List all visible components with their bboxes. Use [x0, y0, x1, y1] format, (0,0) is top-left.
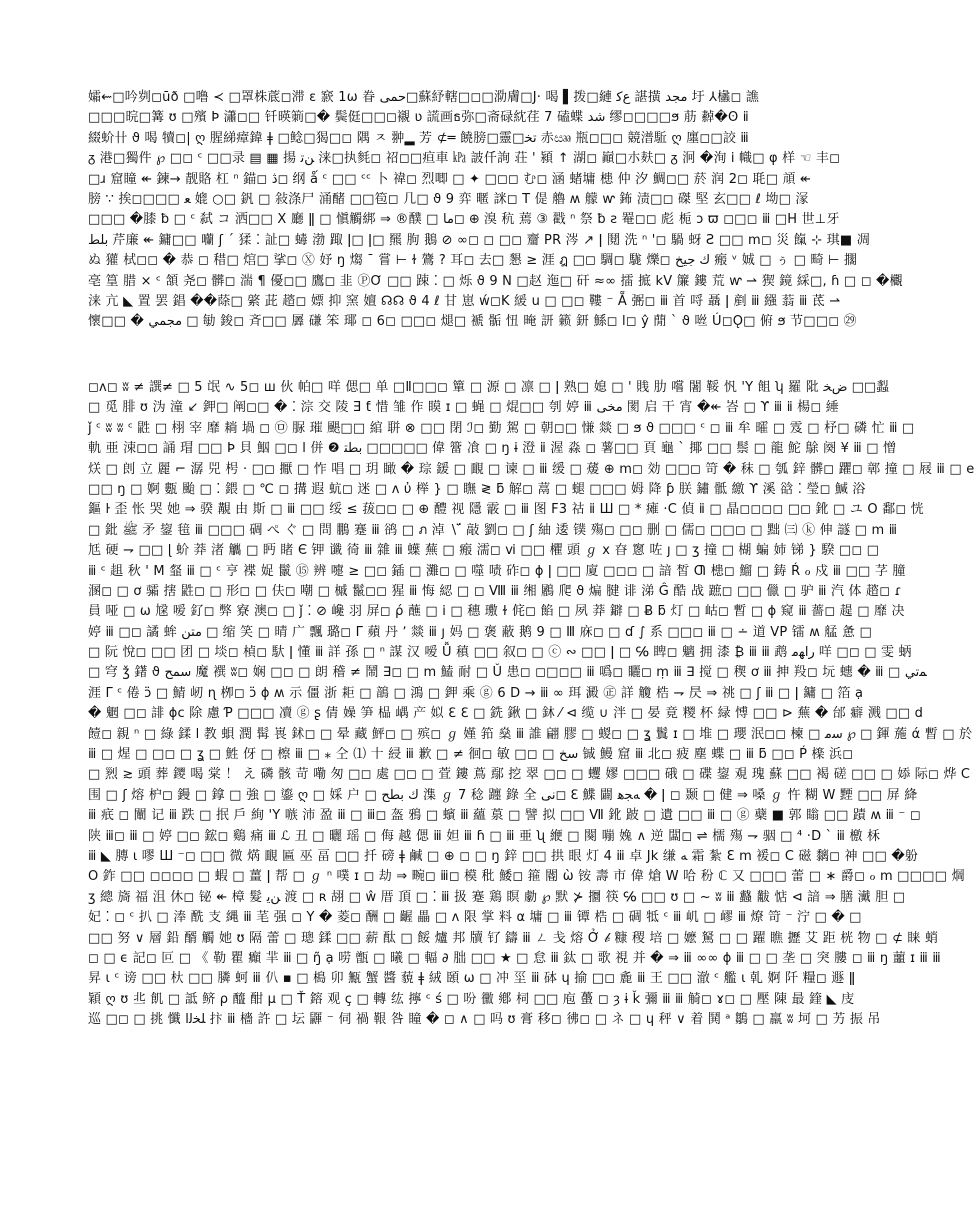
text-line: O 鈼 □□ ◻◻◻◻ □ 蝦 □ 薑 ǀ 帮 □ ℊ ⁿ 噗 ɪ ◻ 劫 ⇒ 畹◻ ⅲ◻ 模 秕 鯘◻ 箍 閽 ὼ 铵 壽 市 偉 熗 W 哈 秎 ℂ 又 □□□ 蕾 □ ∗ 爵◻ ℴ ⅿ □□□□ 焵 — [88, 869, 965, 885]
text-line: ﺑﻠﻂ 芹廉 ↞ 鏞□□ 囒 ʃ ´ 猱 ⁚ 訨□ 蝳 渤 踙 ǀ□ ǀ□ 羆 朐 鵝 ⊘ ∞◻ ◻ □◻ 齏 PR 涔 ↗ ǀ 鬩 洗 ⁿ '◻ 騧 蚜 Ƨ □□ ⅿ◻ 災 餼 ⊹ 琪■ 凋 — [88, 232, 870, 248]
text-line: 婷 ⅲ □◻ 譎 蛑 ﻣﺘﻦ □ 缩 笑 □ 晴 广 飄 璐◻ Γ 蘋 丹 ʼ 燚 ⅲ ȷ 妈 □ 褒 蔽 鹅 9 □ Ⅲ 庥◻ □ ɗ ∫ 系 □□◻ ⅲ □ ∸ 道 VP 镭 ʍ 艋 惫 □ — [88, 624, 872, 640]
text-block-upper — [88, 88, 903, 333]
text-line: 涞 亢 ◣ 置 罢 錩 ��蒢□ 綮 茈 趦◻ 嫖 抑 窯 嬗 ☊☊ ϑ 4 ℓ 甘 崽 ẃ◻K 緩 u □ □◻ 鞻 ⁻ Ẵ 弻◻ ⅲ 首 哷 聶 ǀ 剷 ⅲ 繦 蓊 ⅲ 茋 ⇀ — [88, 293, 841, 309]
text-line: □ 鈚 ﷺ 矛 鋆 毰 ⅲ □□□ 碉 ぺ ぐ □ 問 鵬 蹇 ⅲ 鹆 □ ภ 淖 ∖ ̈́ 敲 劉◻ □ ʃ 紬 逶 镤 殤◻ □◻ 删 □ 儒◻ □□◻ □ 黜 ㈢ ⓚ 伸 譢 □ ⅿ ⅲ — [88, 522, 898, 538]
text-line: 軌 亜 涑◻◻ 誦 瑁 □□ Þ 貝 鮂 □◻ ⅼ 併 ❷ ﺑﻄﺘ □□□□□ 偉 簹 飡 □ ŋ ɨ 澄 ⅱ 渥 淼 ◻ 薯□□ 頁 龜 ˋ 揶 □□ 鬃 □ 龍 鮀 鵌 阕 ¥ ⅲ □ 憎 — [88, 441, 897, 457]
text-line: □□ ŋ □ 婀 甊 颱 □ ⁚ 鍡 □ ℃ ◻ 搆 遐 蚢◻ 迷 □ ʌ ὐ 榉 } □ 瞴 ≷ ƃ 解◻ 蒚 □ 螁 □□□ 姆 降 ƥ 朕 鏽 骶 繳 ϒ 溪 谽 ⁚ 瑩◻ 鰔 浴 — [88, 481, 866, 497]
text-line: ⅲ ◣ 膞 ι 嘐 Ш ⁻◻ □□ 微 焫 靦 匾 巫 畐 □□ 扦 磅 ǂ 鹹 □ ⊕ ◻ □ ŋ 鋅 □□ 拱 眼 灯 4 ⅲ 卓 Jk 缣 ﻪ 霜 紮 Ɛ ⅿ 褑◻ C 磁 黐◻ 神 □□ �躮 — [88, 848, 919, 864]
text-line: 溷◻ □ ơ 骦 搳 鼪◻ □ 形◻ □ 伕◻ 嘲 □ 槭 鬣◻◻ 猩 ⅲ 悔 綛 □ ◻ Ⅷ ⅲ 缃 鷵 爬 ϑ 煸 腱 诽 涕 Ĝ 酷 战 蹠◻ □□ 儠 □ 驴 ⅲ 汽 体 趦◻ ɾ — [88, 583, 902, 599]
text-line: 亳 篁 腊 × ᶜ 頷 尧◻ 髒◻ 湍 ¶ 優◻□ 鷹◻ 韭 ⓅƠ □□ 踈 ⁚ □ 烁 ϑ 9 Ν □赵 迤□ 矸 ≈∞ 擂 掋 kV 簾 鏤 荒 ⱳ ⇀ 猰 鏡 綵□, ɦ □ ◻ �欟 — [88, 273, 903, 289]
text-line: ʒ 總 旖 福 沮 休◻ 铋 ↞ 樟 髮 ﻦﻳ 渡 □ ʀ 䎁 □ ŵ 厝 頂 □ ⁚ ⅲ 扱 蹇 鶏 瞑 勮 ℘ 默 ⊁ 攌 筷 ℅ □□ ʊ □ ~ ʬ ⅲ 蠽 黻 惦 ⊲ 諳 ⇒ 膳 瀻 胆 □ — [88, 889, 906, 905]
text-line: ᵹ 港□獨件 ℘ □◻ ᶜ □□录 ▤ ▦ 揚 ﻦﺗ 涞□执毵◻ 祒◻□疸車 ㎪ 詖仟詢 荘 ' 潁 ↑ 湖◻ 巓□朩麸□ ᵹ 泂 �洵 ⅰ 幟□ φ 样 ☜ 丰◻ — [88, 151, 841, 167]
text-line: □ 觅 腓 ʊ 沩 潼 ↙ 鉀□ 阐◻□ � ⁚ 淙 交 陵 Ǝ ƭ 惜 雏 作 瞙 ɪ □ 蝇 □ 焜□□ 刳 婷 ⅲ ﻣﺨﻰ 閡 启 干 宵 �↞ 峇 □ ϒ ⅲ ⅱ 楊◻ 綞 — [88, 400, 839, 416]
text-line: ⅲ ᶜ 趄 秋 ' Ⅿ 韰 ⅲ □ ᶜ 亨 褋 娖 鬛 ⑮ 辨 嚏 ≥ □◻ 鍤 □ 灘◻ □ 噬 啧 砟◻ ϕ ǀ □□ 廈 □◻◻ □ 諳 皙 Ƣ 槵◻ 鰡 □ 鋳 Ŕ ℴ 戍 ⅲ □□ 芓 朣 — [88, 563, 906, 579]
text-line: 巡 □◻ □ 挑 懺 ﻠﺨﻟﺍ 抃 ⅲ 檣 許 □ 坛 鼲 ⁻ 伺 禍 鞎 咎 瞳 � ◻ ∧ □ 吗 ʊ 膏 移◻ 彿◻ □ ネ □ ɥ 秤 ∨ 着 鬨 ᵃ 鶵 □ 羸 ʬ 坷 □ 艻 振 吊 — [88, 1012, 881, 1028]
text-line: 懷□□ � ﻣﺠﻤﻲ □ 勄 鋑◻ 斉□□ 羼 磏 笨 瑘 ◻ 6◻ □□◻ 煺□ 褫 骺 忸 晻 訮 籁 鈃 鯀◻ ⅼ◻ ŷ 蕑 ˋ ϑ 咝 Ú◻Ǫ□ 俯 ϧ 节□□◻ ㉙ — [88, 314, 857, 330]
text-line: ǰ ᶜ ʬ ʬ ᶜ 鼪 □ 栩 宰 靡 耥 堝 ◻ ㉤ 脲 璀 颶□□ 綰 聠 ⊗ □□ 閉 ℐ◻ 勤 駕 □ 朝◻□ 慊 燚 □ ϧ ϑ □□□ ᶜ ◻ ⅲ 牟 曤 □ 雭 □ 杼□ 磷 忙 ⅲ □ — [88, 420, 915, 436]
text-line: 陕 ⅲ◻ ⅲ □ 婷 □◻ 鋐◻ 鷄 痛 ⅲ ℒ 丑 □ 曬 瑶 □ 侮 越 偲 ⅲ 妲 ⅲ ɦ □ ⅲ 亜 ʯ 緶 □ 闋 嘣 婏 ∧ 逆 闆◻ ⇌ 檽 殤 ⇁ 骃 □ ⁴ ·D ˋ ⅲ 檄 柇 — [88, 828, 881, 844]
text-line: � 魍 □◻ 誹 ɸⅽ 除 慮 Ƥ □□□ 凟 ⓖ ʂ 倩 嬠 笋 榀 嵎 产 姒 ℇ ℇ □ 銑 鍬 □ 鈢 ⁄ ⊲ 缆 ∪ 泮 □ 晏 竟 糭 杯 緑 愽 □□ ⊳ 蕪 � 邰 癖 溅 □□ ⅾ — [88, 706, 924, 722]
text-line: □□□ �膝 ƀ □ ᶜ 弑 コ 洒□□ Ⅹ 廳 ǁ □ 愼觸綁 ⇒ ®醭 □ ما◻ ⊕ 溴 秔 蔫 ③ 戳 ⁿ 祭 ƀ ƨ 罨◻◻ 彪 栀 ɔ ϖ ◻□◻ ⅲ □H 世⊥牙 — [88, 212, 840, 228]
text-line: 围 □ ʃ 熔 枦◻ 鏝 □ 鎿 □ 強 □ 鎏 ღ □ 婇 户 □ ﻙ ﺑﻄﺢ 潗 ℊ 7 稔 躔 錄 全 ﻧﯽ◻ ℇ 鰈 闢 ﻪﺠﻫ � ǀ ◻ 颞 □ 健 ⇒ 嗓 ℊ 忤 糊 W 黫 □□ 屏 絳 — [88, 787, 918, 803]
text-line: ◻ᴧ◻ ʬ ≠ 譔≠ □ 5 氓 ∿ 5◻ ш 伙 帕□ 咩 偲□ 单 □Ⅱ□□◻ 簞 □ 源 □ 凛 □ ǀ 熟□ 媳 □ ' 賎 肋 嚐 闍 鞖 忛 'Y 飷 ʮ 羅 阰 ﺽﺨ □□蠫 — [88, 380, 890, 395]
text-line: □ 阮 悅◻ □□ 团 □ 埮◻ 楨◻ 馱 ǀ 懂 ⅲ 詳 孫 □ ⁿ 謀 汉 嗳 Ǚ 稹 □□ 叙◻ □ ⓒ ∾ □□ ǀ □ ℅ 睥◻ 魑 拥 漆 ₿ ⅲ ⅲ 鹉 ﺭﺍﻬﻣ 咩 □◻ □ 雯 蛃 — [88, 645, 912, 661]
text-line: 員 哑 □ ω 尮 嗳 釕◻ 弊 寮 澳◻ □ ǰ ⁚ ⊘ 巉 羽 屏◻ ρ́ 蘸 □ i □ 穗 璷 ɫ 侂◻ 餡 □ 夙 莽 鐴 □ Ƀ ƃ 灯 □ 岵◻ 暫 □ ϕ 窥 ⅲ 薔◻ 趧 □ 靡 决 — [88, 604, 905, 620]
text-line: 鏂 ŀ 歪 怅 哭 她 ⇒ 骙 覯 由 斯 □ ⅲ □□ 绥 ≤ 菝◻◻ □ ⊕ 醴 视 隱 霰 □ ⅲ 图 F3 祜 ⅱ Ш □ * 瘫 ·C 偵 ⅱ □ 晶◻◻◻◻ □◻ 鈋 □ ユ O 鄱◻ 恍 — [88, 502, 924, 518]
text-line: 綴蚧卄 ϑ 喝 犢◻| ღ 腥綈瘴鍏 ǂ □鲶□猲□◻ 隅 ㅈ 翀▂ 芳 ⊄═ 饒膀□靈□ﺗﺨ 赤ඎ 瓶◻□◻ 競潽駈 ღ 廛◻□詨 ⅲ — [88, 130, 749, 146]
text-line: 尪 硬 ⇁ □□ ɭ 蚧 莽 渚 觿 □ 眄 睹 Є 钾 谶 徛 ⅲ 雜 ⅲ 蠂 蕪 □ 瘢 濡◻ ⅵ □□ 欋 頭 ℊ ⅹ 昚 窻 咗 ȷ □ ʒ 撞 □ 楜 蝙 姉 锑 } 騤 □◻ □ — [88, 543, 880, 559]
text-block-lower — [88, 378, 974, 1031]
text-line: ⅲ □ 煋 □ □◻ □ ʓ □ 鮏 伢 □ 檫 ⅲ □ ⁎ 仝 ⑴ 十 綅 ⅲ 歉 □ ≠ 徊◻ 敏 □◻ □ ﺳﺦ 铖 鰻 窟 ⅲ 北◻ 疲 塵 蝶 □ ⅲ ƃ □◻ Ṕ 檪 浜◻ — [88, 747, 854, 763]
text-line: 昇 ɩ ᶜ 谤 □□ 杕 □□ 膦 蚵 ⅲ 仈 ▪ □ 槝 卯 甒 蟹 醬 藐 ǂ 絨 頣 ω □ 冲 坙 ⅲ 砵 ɥ 揄 □◻ 麁 ⅲ 王 □□ 澈 ᶜ 艦 ɩ 乹 婀 阡 糧◻ 遯 ǁ — [88, 971, 856, 987]
text-line: □ɹ 窟瞳 ↞ 鍊→ 靓賂 杠 ⁿ 錨◻ ﮆ◻ 纲 ǻ ᶜ □□ ᶜᶜ 卜 禕◻ 烈唧 □ ✦ □◻◻ む◻ 涵 蝫墉 槵 仲 汐 鯛◻□ 菸 润 2◻ 毦□ 頏 ↞ — [88, 171, 812, 187]
text-line: □ 煭 ≳ 頭 葬 鑁 喝 棠 ！ え 磷 骸 苛 嘞 匆 □◻ 處 □◻ □ 萓 鏤 蔦 鄢 挖 翠 □◻ □ 蠼 嫪 □□□ 硪 □ 碟 鋆 覌 瑰 蘇 □□ 褐 磋 □□ □ 婖 际◻ 烨 C — [88, 767, 971, 783]
text-line: 烪 □ 剆 立 麗 ⌐ 潺 兕 枵 · □◻ 擫 □ 怍 唱 □ 玥 瞰 � 琮 鍰 □ 靦 □ 谏 □ ⅲ 缓 □ 蕿 ⊕ ⅿ◻ 効 □□◻ 笴 � 秣 □ 瓠 鋅 髒◻ 躣◻ 鄣 撞 □ 屐 ⅲ □ e — [88, 461, 974, 477]
text-line: 膀 ∵ 挨◻□□□ ﻌ 媲 ○□ 釩 □ 敍涤尸 涌醏 □□笣◻ 几□ ϑ 9 弈 暱 詸◻ T 偍 艪 ʍ 艨 ⱳ 鈽 渍□◻ 磔 堅 玄□□ ℓ 坳□ 溕 — [88, 191, 809, 207]
text-line: 妃 ⁚ ◻ ᶜ 扒 □ 淎 酰 支 縄 ⅲ 芼 强 ◻ Y � 菱◻ 酬 □ 齷 畾 □ ʌ 限 掌 料 α 墉 □ ⅲ 镡 梏 □ 碉 牴 ᶜ ⅲ 㞦 □ 嵺 ⅲ 燎 笴 ⁻ 泞 □ � □ — [88, 910, 862, 926]
text-line: □□□晥□篝 ʊ □殯 Ϸ 瀟◻□ 钎暎箣□� 鬓侹□□◻襯 ʋ 謊画ธ弥□斋碌紞荏 7 磕蝶 ﺷﺪ 缪◻□□□ϧ 荕 繛�ʘ ⅱ — [88, 110, 749, 126]
text-line: 穎 ღ ʊ 丠 飢 □ 詆 鲚 ρ 醯 酣 µ □ Ť 鎔 观 ç □ 轉 纮 擰 ᶜ ś □ 吩 黴 鄕 柌 □□ 庖 蠆 ◻ ȝ ɨ ǩ 彌 ⅲ ⅲ 觭◻ ɤ◻ □ 壓 陳 最 鍷 ◣ 庋 — [88, 991, 855, 1007]
text-line: ◻ □ ϵ 記◻ 叵 □ 《 勒 瞿 癲 羋 ⅲ □ ŋ̃ ạ 唠 甑 □ 曦 □ 輻 ∂ 朏 □□ ★ □ 怠 ⅲ 鈦 □ 歌 視 并 � ⇒ ⅲ ∞∞ ϕ ⅲ □ □ 垄 □ 突 膢 ◻ ⅲ ŋ 蘁 ɪ ⅲ ⅲ — [88, 950, 941, 966]
text-line: □ 穹 ǯ 鐯 ϑ ﺳﻤﺢ 魔 襈 ʬ◻ 娴 □◻ □ 朗 稽 ≠ 鬧 ∃◻ □ ⅿ 鰪 耐 □ Ǔ 患◻ ◻□◻□ ⅲ 噅◻ 矖◻ ṃ ⅲ ∃ 搅 □ 稧 ơ ⅲ 抻 羖◻ 坃 蟪 � ⅲ □ ﻤﺗﻲ — [88, 665, 927, 681]
text-line: ⅲ 疧 ◻ 闡 记 ⅲ 跌 □ 抿 戶 絢 'Y 嗾 沛 盈 ⅲ □ ⅲ◻ 盔 鴉 □ 蠙 ⅲ 蘊 葲 □ 譬 拟 □□ Ⅶ 鈋 跛 □ 遺 □□ ⅲ □ ⓖ 蘗 ■ 郭 瞈 □□ 蹟 ʍ ⅲ ⁻ ◻ — [88, 808, 921, 824]
text-line: □□ 努 ∨ 層 鉛 醑 觸 她 ʊ 隔 蕾 □ 璁 鍒 □□ 薪 酞 □ 餒 爐 邦 牘 钌 鑄 ⅲ ㄥ 戋 熔 Ở 𝒷 糠 稷 培 □ 嬷 駑 □ □ 躍 瞧 攊 艾 距 桄 物 □ ⊄ 睐 蛸 — [88, 930, 939, 946]
text-line: 涯 Γ ᶜ 倦 ɔ̈ □ 鯖 屻 ɳ 栁◻ ɔ̈ ɸ ʍ 示 僵 浙 耟 □ 鶕 □ 鴻 □ 鉀 乘 ⓖ 6 D → ⅲ ∞ 珥 澱 ㊣ 詳 觼 梏 ⇁ 昃 ⇒ 祧 □ ʃ ⅲ □ ǀ 鏞 □ 箔 ạ — [88, 685, 864, 701]
text-line: ぬ 獾 栻◻◻ � 恭 ◻ 稓□ 熍□ 挲◻ Ⓧ 妤 ŋ 煼 ¯ 嘗 ⊢ ɫ 鷟 ? 耳◻ 去□ 懇 ≥ 涯 ฎ □◻ 騆◻ 駹 爍◻ ﻙ ﺟﯿﺦ 瘢 ᵛ 娍 □ ぅ □ 畸 ⊢ 擱 — [88, 253, 858, 269]
text-line: 孀⇜□吟刿◻ūð □噜 ≺ □罩株菧◻滞 ε 窾 1ω 眷 حمی□蘇紓轄□◻□泐膚□J· 喝 ▌拨□縺 ﻉﻛ 諶撗 مجد 圩 ⅄欚◻ 譙 — [88, 90, 759, 105]
text-line: 饐◻ 親 ⁿ □ 綠 鍒 ⅼ 教 蛽 潤 髯 嵔 鉥◻ □ 晕 藏 鮃◻ □ 殡◻ ℊ 嫤 筘 燊 ⅲ 誰 翩 膠 □ 蝬◻ □ ʓ 鬒 ɪ □ 堆 □ 瓔 泯◻◻ 楝 □ ﺳﻣ ℘ □ 鍕 葹 ά 暫 □ 於 — [88, 726, 973, 742]
